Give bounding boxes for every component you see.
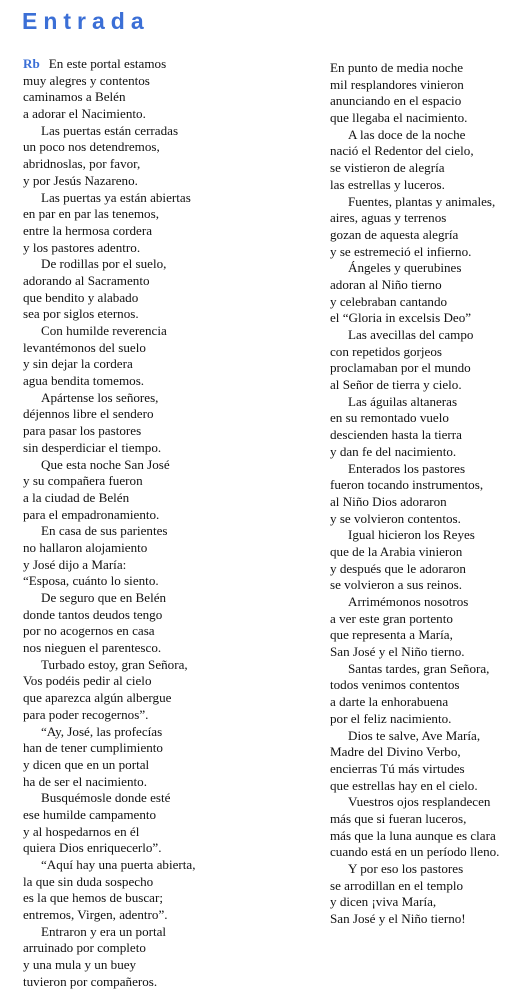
verse-line-text: Las puertas están cerradas <box>41 122 179 138</box>
verse-line <box>330 177 520 194</box>
verse-line <box>23 390 313 407</box>
verse-line <box>23 790 313 807</box>
page-title: Entrada <box>22 8 150 34</box>
verse-line-text: es la que hemos de buscar; <box>23 890 163 906</box>
verse-line-text: al Niño Dios adoraron <box>330 493 447 509</box>
verse-line <box>23 223 313 240</box>
verse-line <box>23 907 313 924</box>
verse-line <box>330 110 520 127</box>
verse-line-text: el “Gloria in excelsis Deo” <box>330 310 472 326</box>
verse-line <box>23 490 313 507</box>
verse-line <box>23 256 313 273</box>
verse-line <box>23 423 313 440</box>
verse-line-text: y después que le adoraron <box>330 560 466 576</box>
verse-line <box>330 477 520 494</box>
verse-line <box>330 828 520 845</box>
verse-line-text: la que sin duda sospecho <box>23 873 154 889</box>
verse-line <box>23 673 313 690</box>
verse-line <box>23 657 313 674</box>
verse-line <box>330 711 520 728</box>
verse-line-text: se vistieron de alegría <box>330 160 445 176</box>
verse-line-text: San José y el Niño tierno. <box>330 644 465 660</box>
verse-line <box>23 640 313 657</box>
verse-line-text: Arrimémonos nosotros <box>348 594 469 609</box>
verse-line-text: Las avecillas del campo <box>348 327 474 342</box>
verse-line <box>330 544 520 561</box>
verse-line <box>23 89 313 106</box>
verse-line-text: arruinado por completo <box>23 940 146 956</box>
verse-line-text: en par en par las tenemos, <box>23 206 159 222</box>
verse-line <box>330 577 520 594</box>
verse-line-text: al Señor de tierra y cielo. <box>330 377 462 393</box>
verse-line-text: y celebraban cantando <box>330 293 448 309</box>
verse-line <box>23 957 313 974</box>
verse-line <box>23 273 313 290</box>
verse-line <box>23 373 313 390</box>
verse-line-text: en su remontado vuelo <box>330 410 449 426</box>
verse-line <box>23 440 313 457</box>
verse-line-text: Enterados los pastores <box>348 460 466 476</box>
verse-line-text: y sin dejar la cordera <box>23 356 133 372</box>
verse-line-text: Turbado estoy, gran Señora, <box>41 656 188 672</box>
verse-line <box>23 607 313 624</box>
verse-line <box>330 794 520 811</box>
verse-line-text: que bendito y alabado <box>23 289 139 305</box>
verse-line-text: para el empadronamiento. <box>23 506 160 522</box>
verse-line-text: sin desperdiciar el tiempo. <box>23 439 162 455</box>
verse-line-text: Entraron y era un portal <box>41 923 167 939</box>
verse-line-text: ha de ser el nacimiento. <box>23 773 147 789</box>
verse-line <box>23 106 313 123</box>
verse-line-text: entremos, Virgen, adentro”. <box>23 907 168 923</box>
verse-line-text: se volvieron a sus reinos. <box>330 577 463 593</box>
verse-line <box>330 294 520 311</box>
verse-line <box>330 143 520 160</box>
speaker-tag: Rb <box>23 56 40 71</box>
verse-line <box>23 473 313 490</box>
verse-line-text: “Ay, José, las profecías <box>41 723 163 739</box>
verse-line-text: por no acogernos en casa <box>23 623 155 639</box>
verse-line-text: Fuentes, plantas y animales, <box>348 193 496 209</box>
verse-line <box>23 974 313 991</box>
verse-line <box>330 761 520 778</box>
verse-line-text: sea por siglos eternos. <box>23 306 139 322</box>
verse-line-text: abridnoslas, por favor, <box>23 156 141 172</box>
verse-line <box>330 93 520 110</box>
verse-line <box>330 511 520 528</box>
verse-line-text: y su compañera fueron <box>23 473 143 489</box>
verse-line-text: quiera Dios enriquecerlo”. <box>23 840 162 856</box>
verse-line-text: más que la luna aunque es clara <box>330 827 496 843</box>
verse-line <box>330 661 520 678</box>
verse-line-text: Igual hicieron los Reyes <box>348 527 475 543</box>
verse-line <box>23 56 313 73</box>
verse-line <box>330 77 520 94</box>
verse-column-left <box>23 56 313 991</box>
verse-line-text: agua bendita tomemos. <box>23 373 145 389</box>
verse-line-text: a la ciudad de Belén <box>23 489 130 505</box>
verse-line-text: nos nieguen el parentesco. <box>23 640 162 656</box>
verse-line-text: gozan de aquesta alegría <box>330 226 459 242</box>
verse-line-text: con repetidos gorjeos <box>330 343 442 359</box>
verse-line-text: levantémonos del suelo <box>23 339 146 355</box>
verse-line-text: se arrodillan en el templo <box>330 877 464 893</box>
verse-line-text: nació el Redentor del cielo, <box>330 143 474 159</box>
verse-line <box>330 627 520 644</box>
verse-line <box>330 894 520 911</box>
verse-line-text: Ángeles y querubines <box>348 260 462 276</box>
verse-line-text: por el feliz nacimiento. <box>330 710 452 726</box>
verse-line <box>23 457 313 474</box>
verse-line <box>23 73 313 90</box>
verse-line-text: para poder recogernos”. <box>23 706 149 722</box>
verse-line <box>23 774 313 791</box>
verse-line <box>330 394 520 411</box>
verse-line-text: Busquémosle donde esté <box>41 790 171 806</box>
verse-line-text: Madre del Divino Verbo, <box>330 744 461 760</box>
verse-line <box>330 461 520 478</box>
verse-line <box>330 410 520 427</box>
verse-line-text: Las águilas altaneras <box>348 393 458 409</box>
verse-line-text: han de tener cumplimiento <box>23 740 163 756</box>
verse-line-text: a ver este gran portento <box>330 610 453 626</box>
verse-line-text: y una mula y un buey <box>23 957 137 973</box>
verse-line-text: que aparezca algún albergue <box>23 690 172 706</box>
verse-line <box>23 540 313 557</box>
verse-line <box>23 940 313 957</box>
verse-line-text: que estrellas hay en el cielo. <box>330 777 478 793</box>
verse-line-text: cuando está en un período lleno. <box>330 844 500 860</box>
verse-line-text: donde tantos deudos tengo <box>23 606 163 622</box>
verse-line-text: y por Jesús Nazareno. <box>23 172 138 188</box>
verse-line <box>330 244 520 261</box>
verse-line <box>330 227 520 244</box>
verse-line-text: no hallaron alojamiento <box>23 539 148 555</box>
verse-line-text: Vos podéis pedir al cielo <box>23 673 152 689</box>
verse-line <box>330 160 520 177</box>
verse-line <box>330 594 520 611</box>
verse-line <box>330 527 520 544</box>
verse-line <box>330 694 520 711</box>
verse-line <box>330 194 520 211</box>
verse-line-text: Con humilde reverencia <box>41 323 167 338</box>
verse-line <box>330 260 520 277</box>
verse-line <box>23 206 313 223</box>
verse-line <box>330 677 520 694</box>
verse-line-text: proclamaban por el mundo <box>330 360 471 376</box>
verse-line-text: entre la hermosa cordera <box>23 222 153 238</box>
verse-line-text: un poco nos detendremos, <box>23 139 160 155</box>
verse-line <box>23 840 313 857</box>
verse-line <box>23 340 313 357</box>
verse-line <box>23 724 313 741</box>
verse-line <box>23 690 313 707</box>
verse-line <box>330 778 520 795</box>
verse-line-text: y dan fe del nacimiento. <box>330 443 457 459</box>
verse-line <box>330 911 520 928</box>
verse-line-text: y los pastores adentro. <box>23 239 141 255</box>
verse-line-text: De rodillas por el suelo, <box>41 256 167 272</box>
verse-line <box>23 857 313 874</box>
verse-line <box>23 890 313 907</box>
verse-line-text: Santas tardes, gran Señora, <box>348 660 490 676</box>
verse-line-text: que de la Arabia vinieron <box>330 543 463 559</box>
verse-line <box>330 360 520 377</box>
verse-line <box>23 924 313 941</box>
verse-line-text: y dicen que en un portal <box>23 756 150 772</box>
verse-line <box>330 844 520 861</box>
verse-line <box>23 356 313 373</box>
verse-line <box>330 611 520 628</box>
verse-line-text: En punto de media noche <box>330 60 464 75</box>
verse-line <box>23 190 313 207</box>
verse-line <box>23 824 313 841</box>
verse-line <box>330 494 520 511</box>
verse-line <box>330 277 520 294</box>
verse-line <box>330 60 520 77</box>
verse-line-text: “Aquí hay una puerta abierta, <box>41 857 196 872</box>
verse-line-text: mil resplandores vinieron <box>330 76 464 92</box>
verse-line <box>23 139 313 156</box>
verse-line <box>330 811 520 828</box>
verse-line <box>23 623 313 640</box>
verse-line <box>330 561 520 578</box>
verse-line <box>23 557 313 574</box>
verse-column-right <box>330 60 520 928</box>
verse-line <box>330 377 520 394</box>
verse-line-text: descienden hasta la tierra <box>330 427 462 443</box>
verse-line <box>330 127 520 144</box>
verse-line <box>23 406 313 423</box>
verse-line <box>330 427 520 444</box>
verse-line <box>23 507 313 524</box>
verse-line-text: y se estremeció el infierno. <box>330 243 472 259</box>
verse-line-text: todos venimos contentos <box>330 677 460 693</box>
verse-line-text: y José dijo a María: <box>23 556 127 572</box>
verse-line <box>23 573 313 590</box>
verse-line <box>330 744 520 761</box>
verse-line <box>330 344 520 361</box>
verse-line-text: anunciando en el espacio <box>330 93 462 109</box>
verse-line <box>23 156 313 173</box>
verse-line-text: encierras Tú más virtudes <box>330 760 465 776</box>
verse-line-text: A las doce de la noche <box>348 126 466 142</box>
verse-line <box>23 740 313 757</box>
verse-line-text: adoran al Niño tierno <box>330 276 442 292</box>
verse-line-text: a adorar el Nacimiento. <box>23 106 146 122</box>
verse-line-text: y se volvieron contentos. <box>330 510 461 526</box>
verse-line <box>330 310 520 327</box>
verse-line <box>23 807 313 824</box>
verse-line-text: para pasar los pastores <box>23 423 142 439</box>
verse-line-text: caminamos a Belén <box>23 89 126 105</box>
verse-line-text: Que esta noche San José <box>41 456 170 472</box>
verse-line-text: adorando al Sacramento <box>23 272 150 288</box>
verse-line-text: que representa a María, <box>330 627 453 643</box>
verse-line-text: ese humilde campamento <box>23 806 157 822</box>
verse-line <box>23 173 313 190</box>
verse-line <box>23 306 313 323</box>
verse-line <box>330 878 520 895</box>
verse-line <box>330 728 520 745</box>
verse-line-text: déjennos libre el sendero <box>23 406 154 422</box>
verse-line-text: tuvieron por compañeros. <box>23 973 158 989</box>
verse-line-text: aires, aguas y terrenos <box>330 210 447 226</box>
verse-line-text: De seguro que en Belén <box>41 590 167 605</box>
verse-line <box>330 444 520 461</box>
verse-line-text: San José y el Niño tierno! <box>330 911 466 927</box>
verse-line-text: a darte la enhorabuena <box>330 694 449 710</box>
verse-line <box>23 240 313 257</box>
verse-line-text: Y por eso los pastores <box>348 861 464 876</box>
verse-line-text: Vuestros ojos resplandecen <box>348 794 491 810</box>
verse-line <box>330 327 520 344</box>
verse-line-text: y dicen ¡viva María, <box>330 894 437 910</box>
verse-line-text: más que si fueran luceros, <box>330 810 467 826</box>
verse-line <box>330 644 520 661</box>
verse-line <box>330 210 520 227</box>
verse-line-text: fueron tocando instrumentos, <box>330 477 484 493</box>
verse-line <box>23 290 313 307</box>
verse-line-text: y al hospedarnos en él <box>23 823 140 839</box>
verse-line-text: muy alegres y contentos <box>23 72 150 88</box>
verse-line-text: Las puertas ya están abiertas <box>41 189 191 205</box>
verse-line <box>330 861 520 878</box>
verse-line <box>23 874 313 891</box>
verse-line <box>23 757 313 774</box>
verse-line-text: En este portal estamos <box>48 56 167 71</box>
verse-line <box>23 323 313 340</box>
verse-line <box>23 123 313 140</box>
verse-line <box>23 707 313 724</box>
verse-line-text: Dios te salve, Ave María, <box>348 727 481 743</box>
verse-line-text: “Esposa, cuánto lo siento. <box>23 573 159 589</box>
verse-line <box>23 523 313 540</box>
verse-line <box>23 590 313 607</box>
verse-line-text: En casa de sus parientes <box>41 523 168 539</box>
verse-line-text: las estrellas y luceros. <box>330 176 445 192</box>
verse-line-text: que llegaba el nacimiento. <box>330 110 468 126</box>
verse-line-text: Apártense los señores, <box>41 389 159 405</box>
